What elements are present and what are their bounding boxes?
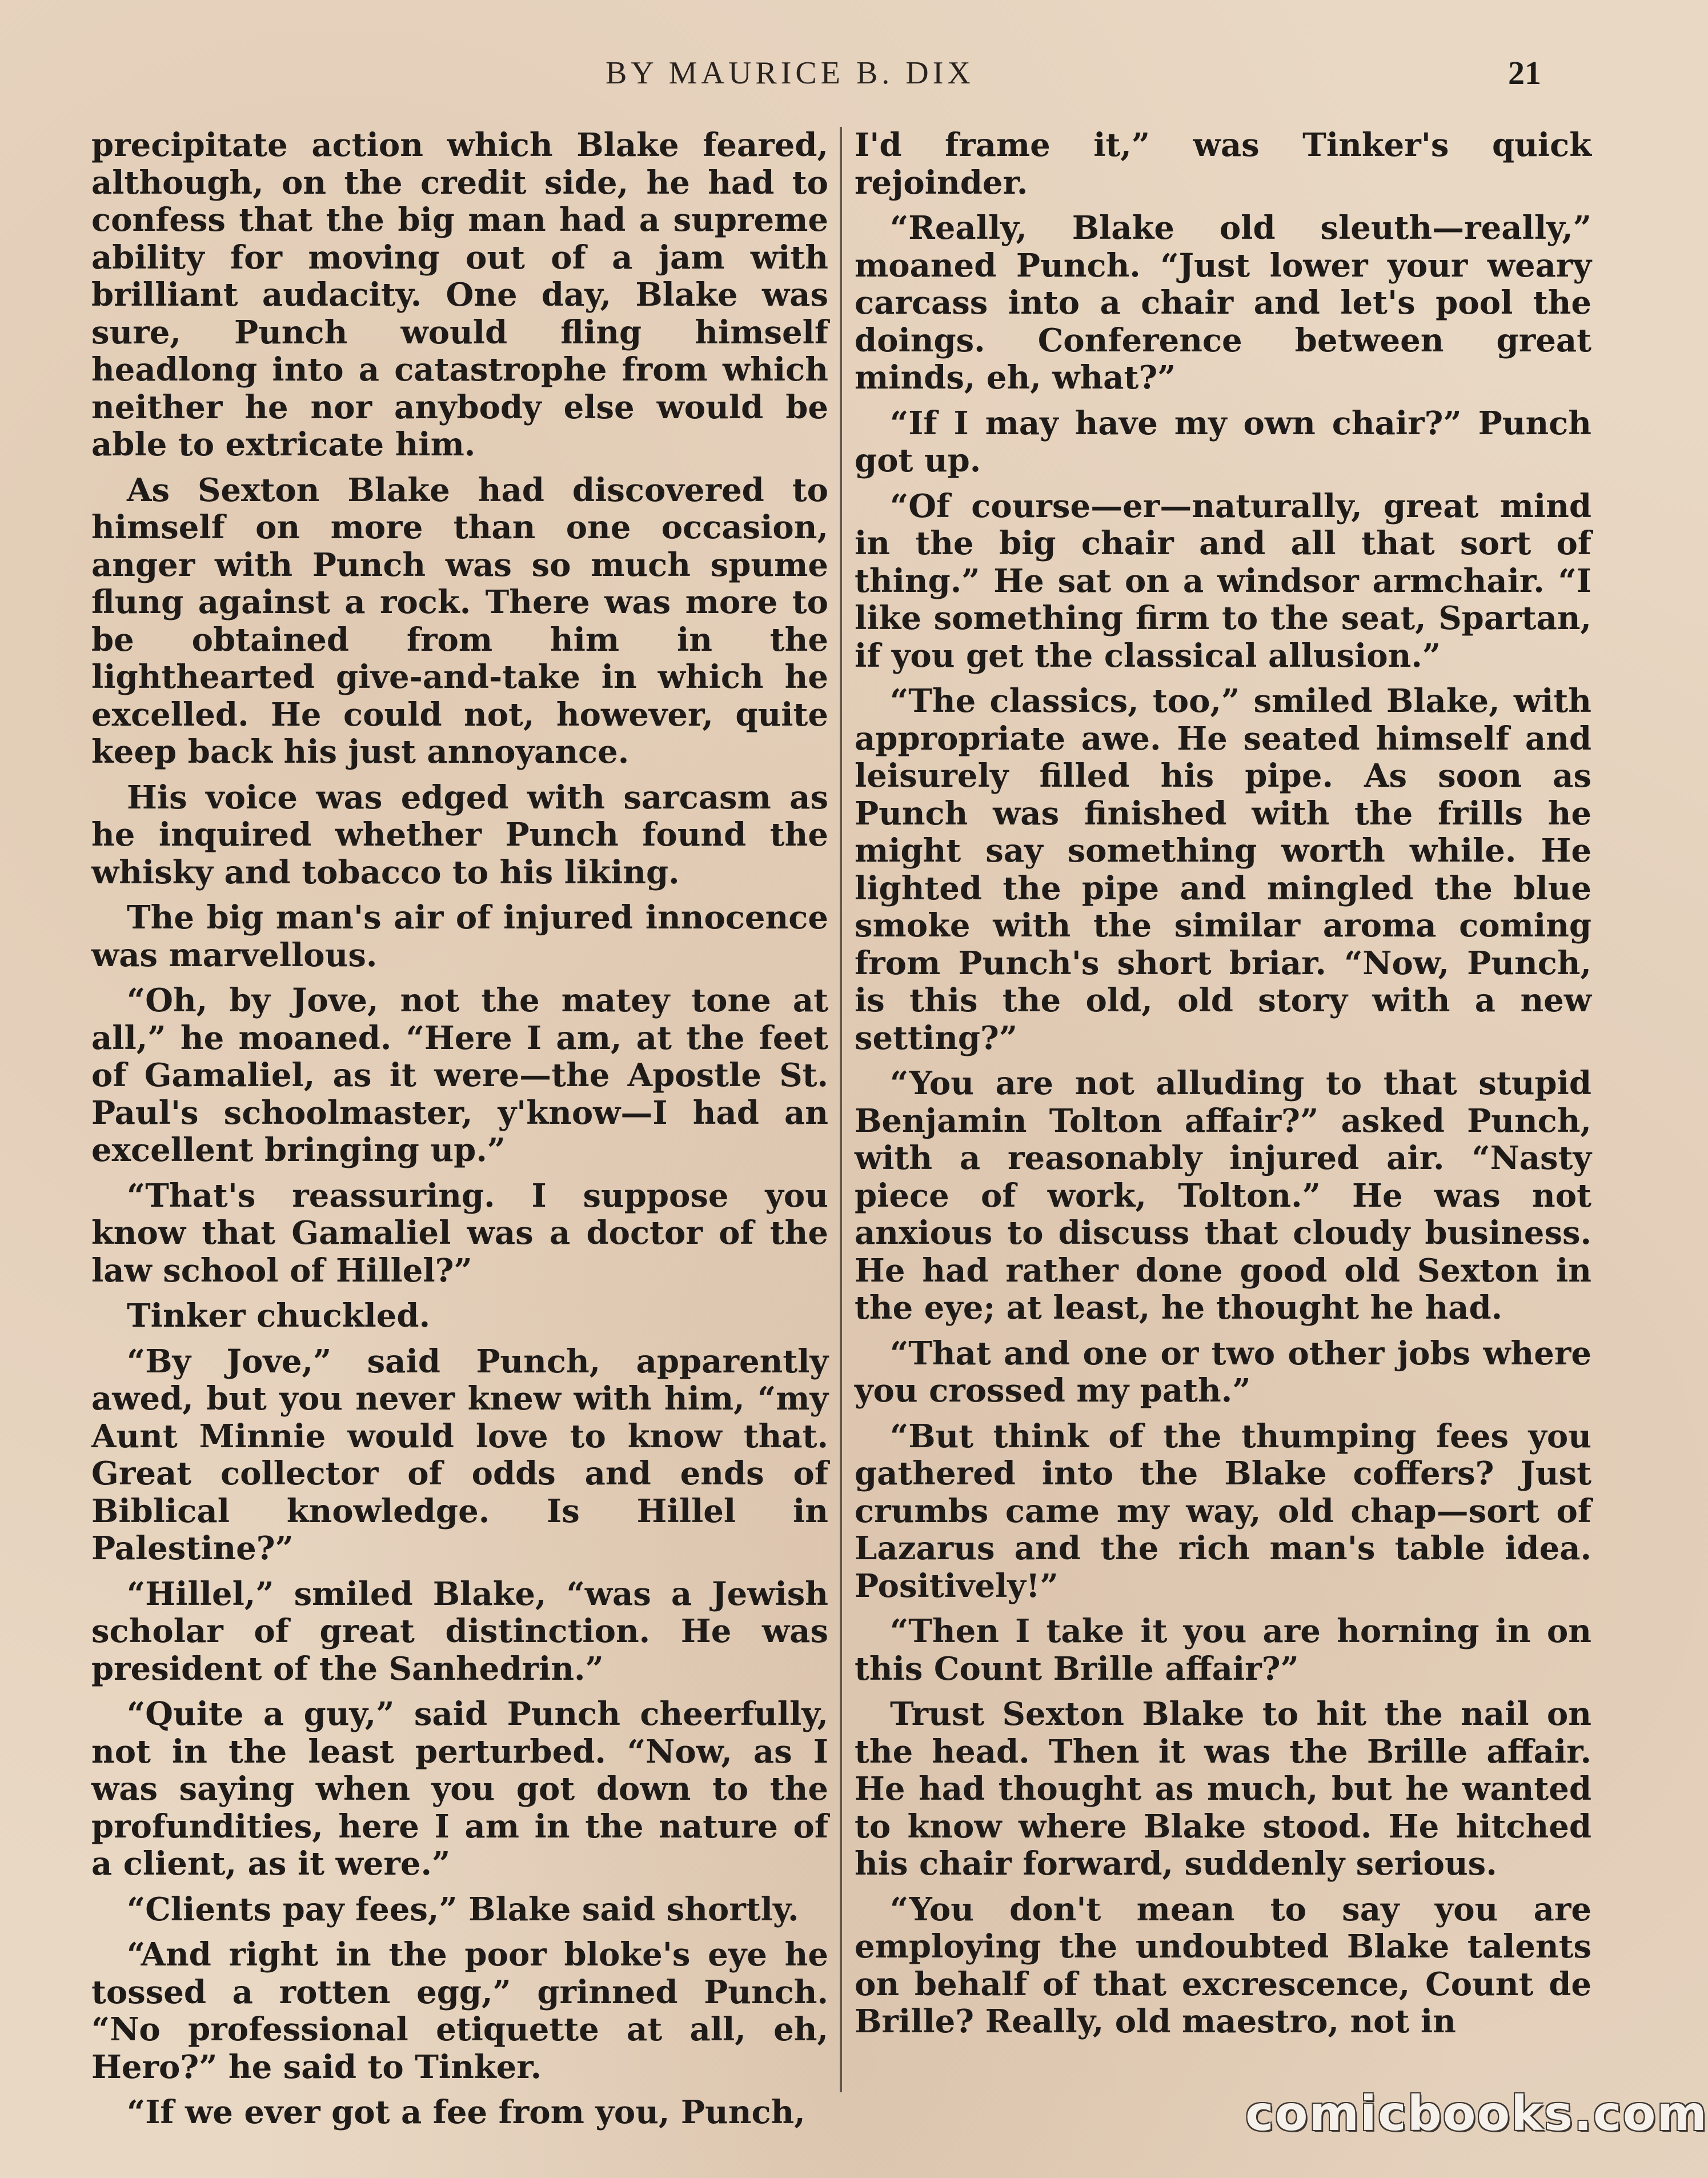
paragraph: “You don't mean to say you are employing the undoubted Blake talents on behalf of that excrescence, Count de Brille? Really, old maestro, not in [855, 1890, 1591, 2040]
paragraph: precipitate action which Blake feared, although, on the credit side, he had to confess that the big man had a supreme ability for moving out of a jam with brilliant audacity. One day, Blake was sure, Punch would fling himself headlong into a catastrophe from which neither he nor anybody else would be able to extricate him. [91, 126, 828, 463]
paragraph: The big man's air of injured innocence was marvellous. [91, 899, 828, 974]
column-divider [840, 127, 842, 2092]
paragraph: “That's reassuring. I suppose you know that Gamaliel was a doctor of the law school of Hillel?” [91, 1176, 828, 1290]
paragraph: I'd frame it,” was Tinker's quick rejoinder. [855, 126, 1591, 202]
paragraph: “But think of the thumping fees you gathered into the Blake coffers? Just crumbs came my way, old chap—sort of Lazarus and the rich man's table idea. Positively!” [855, 1417, 1591, 1605]
paragraph: “Hillel,” smiled Blake, “was a Jewish scholar of great distinction. He was president of the Sanhedrin.” [91, 1575, 828, 1688]
running-header [0, 55, 1684, 106]
paragraph: “And right in the poor bloke's eye he tossed a rotten egg,” grinned Punch. “No professional etiquette at all, eh, Hero?” he said to Tinker. [91, 1936, 828, 2086]
paragraph: “That and one or two other jobs where you crossed my path.” [855, 1334, 1591, 1410]
paragraph: Trust Sexton Blake to hit the nail on the head. Then it was the Brille affair. He had thought as much, but he wanted to know where Blake stood. He hitched his chair forward, suddenly serious. [855, 1695, 1591, 1883]
paragraph: “If we ever got a fee from you, Punch, [127, 2093, 805, 2131]
right-column [855, 127, 1591, 2104]
paragraph: “You are not alluding to that stupid Benjamin Tolton affair?” asked Punch, with a reasonably injured air. “Nasty piece of work, Tolton.” He was not anxious to discuss that cloudy business. He had rather done good old Sexton in the eye; at least, he thought he had. [855, 1064, 1591, 1327]
paragraph: His voice was edged with sarcasm as he inquired whether Punch found the whisky and tobacco to his liking. [91, 778, 828, 891]
paragraph: “Oh, by Jove, not the matey tone at all,” he moaned. “Here I am, at the feet of Gamaliel, as it were—the Apostle St. Paul's schoolmaster, y'know—I had an excellent bringing up.” [91, 982, 828, 1169]
paragraph: “By Jove,” said Punch, apparently awed, but you never knew with him, “my Aunt Minnie would love to know that. Great collector of odds and ends of Biblical knowledge. Is Hillel in Palestine?” [91, 1342, 828, 1567]
left-column [91, 126, 828, 2131]
paragraph: As Sexton Blake had discovered to himself on more than one occasion, anger with Punch was so much spume flung against a rock. There was more to be obtained from him in the lighthearted give-and-take in which he excelled. He could not, however, quite keep back his just annoyance. [91, 471, 828, 771]
watermark-logo: comicbooks.com [1245, 2085, 1708, 2141]
paragraph: “The classics, too,” smiled Blake, with appropriate awe. He seated himself and leisurely filled his pipe. As soon as Punch was finished with the frills he might say something worth while. He lighted the pipe and mingled the blue smoke with the similar aroma coming from Punch's short briar. “Now, Punch, is this the old, old story with a new setting?” [855, 682, 1591, 1057]
running-title: BY MAURICE B. DIX [606, 55, 975, 91]
paragraph: “Quite a guy,” said Punch cheerfully, not in the least perturbed. “Now, as I was saying when you got down to the profundities, here I am in the nature of a client, as it were.” [91, 1695, 828, 1883]
paragraph: Tinker chuckled. [127, 1297, 431, 1335]
paragraph: “Then I take it you are horning in on this Count Brille affair?” [855, 1612, 1591, 1688]
page-number: 21 [1508, 54, 1541, 91]
paragraph: “Really, Blake old sleuth—really,” moaned Punch. “Just lower your weary carcass into a chair and let's pool the doings. Conference between great minds, eh, what?” [855, 209, 1591, 397]
paragraph: “If I may have my own chair?” Punch got up. [855, 404, 1591, 479]
paragraph: “Of course—er—naturally, great mind in the big chair and all that sort of thing.” He sat on a windsor armchair. “I like something firm to the seat, Spartan, if you get the classical allusion.” [855, 487, 1591, 675]
paragraph: “Clients pay fees,” Blake said shortly. [127, 1890, 799, 1928]
